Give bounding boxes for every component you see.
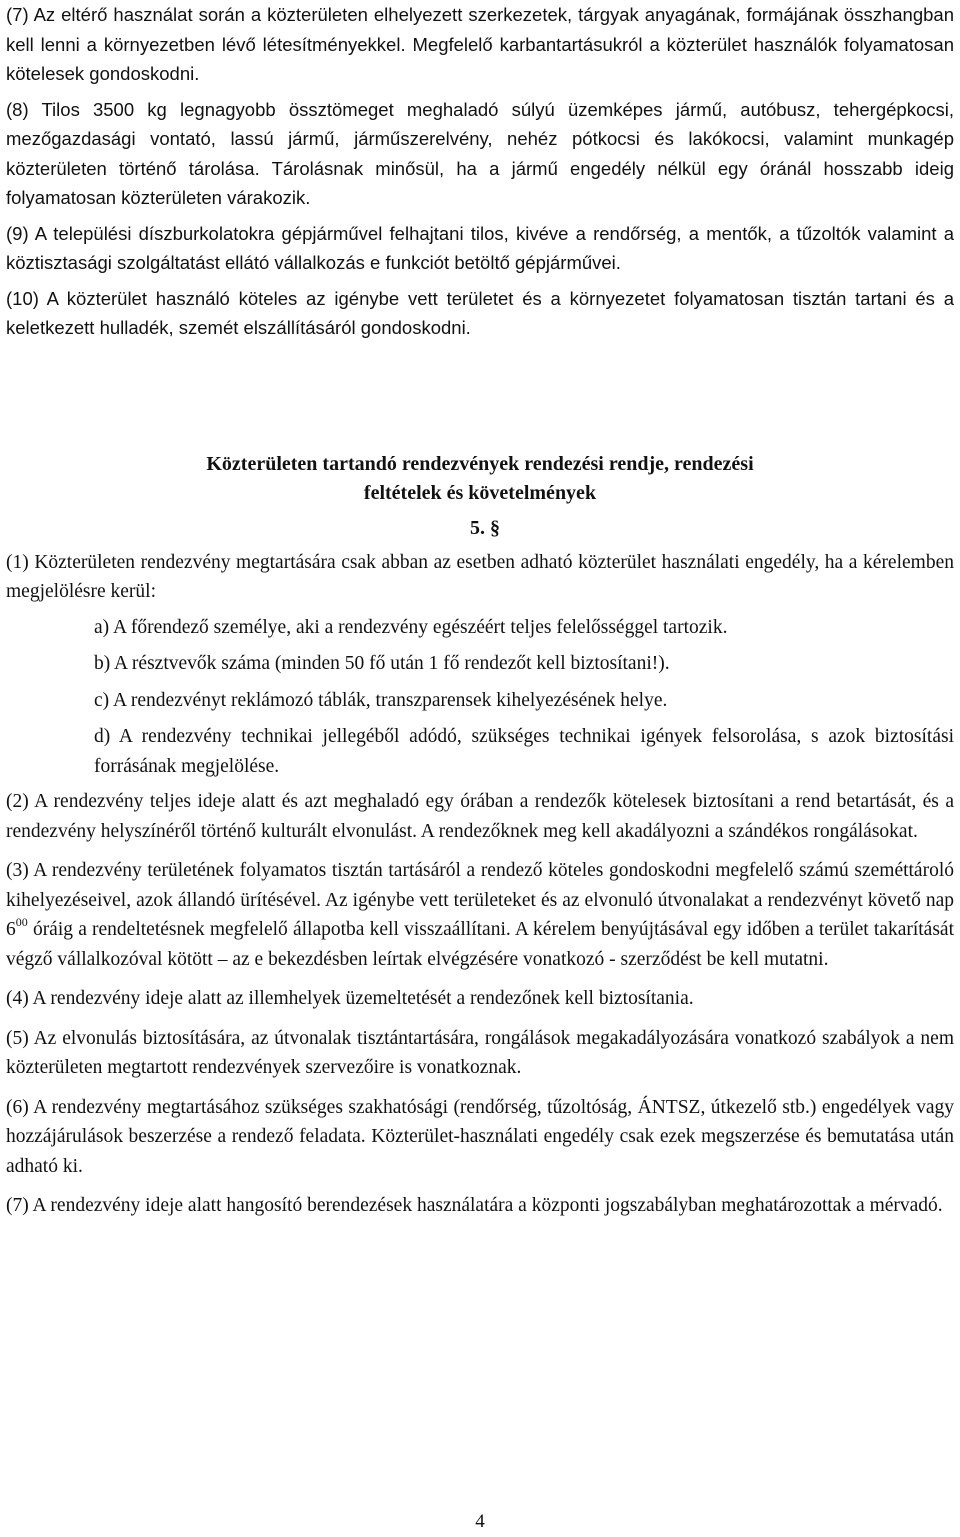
document-page	[6, 0, 954, 1221]
page-number: 4	[475, 1511, 485, 1532]
paragraph-9-previous: (9) A települési díszburkolatokra gépjárművel felhajtani tilos, kivéve a rendőrség, a mentők, a tűzoltók valamint a köztisztasági szolgáltatást ellátó vállalkozás e funkciót betöltő gépjárművei.	[6, 222, 954, 273]
list-item-b: b) A résztvevők száma (minden 50 fő után 1 fő rendezőt kell biztosítani!).	[94, 653, 670, 674]
paragraph-1: (1) Közterületen rendezvény megtartására csak abban az esetben adható közterület használati engedély, ha a kérelemben megjelölésre kerül:	[6, 551, 954, 602]
list-item-d: d) A rendezvény technikai jellegéből adódó, szükséges technikai igények felsorolása, s azok biztosítási forrásának megjelölése.	[94, 726, 954, 777]
time-superscript: 00	[15, 914, 28, 929]
paragraph-7: (7) A rendezvény ideje alatt hangosító berendezések használatára a központi jogszabályban meghatározottak a mérvadó.	[6, 1195, 943, 1216]
paragraph-2: (2) A rendezvény teljes ideje alatt és azt meghaladó egy órában a rendezők kötelesek biztosítani a rend betartását, és a rendezvény helyszínéről történő kulturált elvonulást. A rendezőknek meg kell akadályozni a szándékos rongálásokat.	[6, 791, 954, 842]
list-item-c: c) A rendezvényt reklámozó táblák, transzparensek kihelyezésének helye.	[94, 689, 668, 711]
paragraph-5: (5) Az elvonulás biztosítására, az útvonalak tisztántartására, rongálások megakadályozására vonatkozó szabályok a nem közterületen megtartott rendezvények szervezőire is vonatkoznak.	[6, 1027, 954, 1078]
section-heading-line2: feltételek és követelmények	[363, 481, 597, 504]
requirements-list	[94, 613, 954, 782]
paragraph-3-part1: (3) A rendezvény területének folyamatos tisztán tartásáról a rendező köteles gondoskodni megfelelő számú szeméttároló kihelyezéseivel, azok állandó ürítésével. Az igénybe vett területeket és az elvonuló útvonalakat a rendezvényt követő nap 6	[6, 860, 954, 940]
paragraph-7-previous: (7) Az eltérő használat során a közterületen elhelyezett szerkezetek, tárgyak anyagának, formájának összhangban kell lenni a környezetben lévő létesítményekkel. Megfelelő karbantartásukról a közterület használók folyamatosan kötelesek gondoskodni.	[6, 4, 954, 84]
section-heading	[6, 450, 954, 508]
paragraph-8-main: (8) Tilos 3500 kg legnagyobb össztömeget meghaladó súlyú üzemképes jármű, autóbusz, tehergépkocsi, mezőgazdasági vontató, lassú jármű, járműszerelvény, nehéz pótkocsi és lakókocsi, valamint munkagép közterületen történő tárolása.	[6, 98, 954, 179]
paragraph-4: (4) A rendezvény ideje alatt az illemhelyek üzemeltetését a rendezőnek kell biztosítania.	[6, 988, 694, 1009]
paragraph-3	[6, 856, 954, 974]
paragraph-3-part2: óráig a rendeltetésnek megfelelő állapotba kell visszaállítani. A kérelem benyújtásával egy időben a terület takarítását végző vállalkozóval kötött – az e bekezdésben leírtak elvégzésére vonatkozó - szerződést be kell mutatni.	[6, 919, 954, 970]
list-item-a: a) A főrendező személye, aki a rendezvény egészéért teljes felelősséggel tartozik.	[94, 616, 728, 638]
section-number: 5. §	[470, 516, 500, 539]
paragraph-8-previous	[6, 95, 954, 213]
section-heading-line1: Közterületen tartandó rendezvények rendezési rendje, rendezési	[206, 452, 754, 475]
paragraph-8-continued: Tárolásnak minősül, ha a jármű engedély nélkül egy óránál hosszabb ideig folyamatosan közterületen várakozik.	[6, 157, 954, 208]
paragraph-10-previous: (10) A közterület használó köteles az igénybe vett területet és a környezetet folyamatosan tisztán tartani és a keletkezett hulladék, szemét elszállításáról gondoskodni.	[6, 287, 954, 338]
paragraph-6: (6) A rendezvény megtartásához szükséges szakhatósági (rendőrség, tűzoltóság, ÁNTSZ, útkezelő stb.) engedélyek vagy hozzájárulások beszerzése a rendező feladata. Közterület-használati engedély csak ezek megszerzése és bemutatása után adható ki.	[6, 1096, 954, 1177]
